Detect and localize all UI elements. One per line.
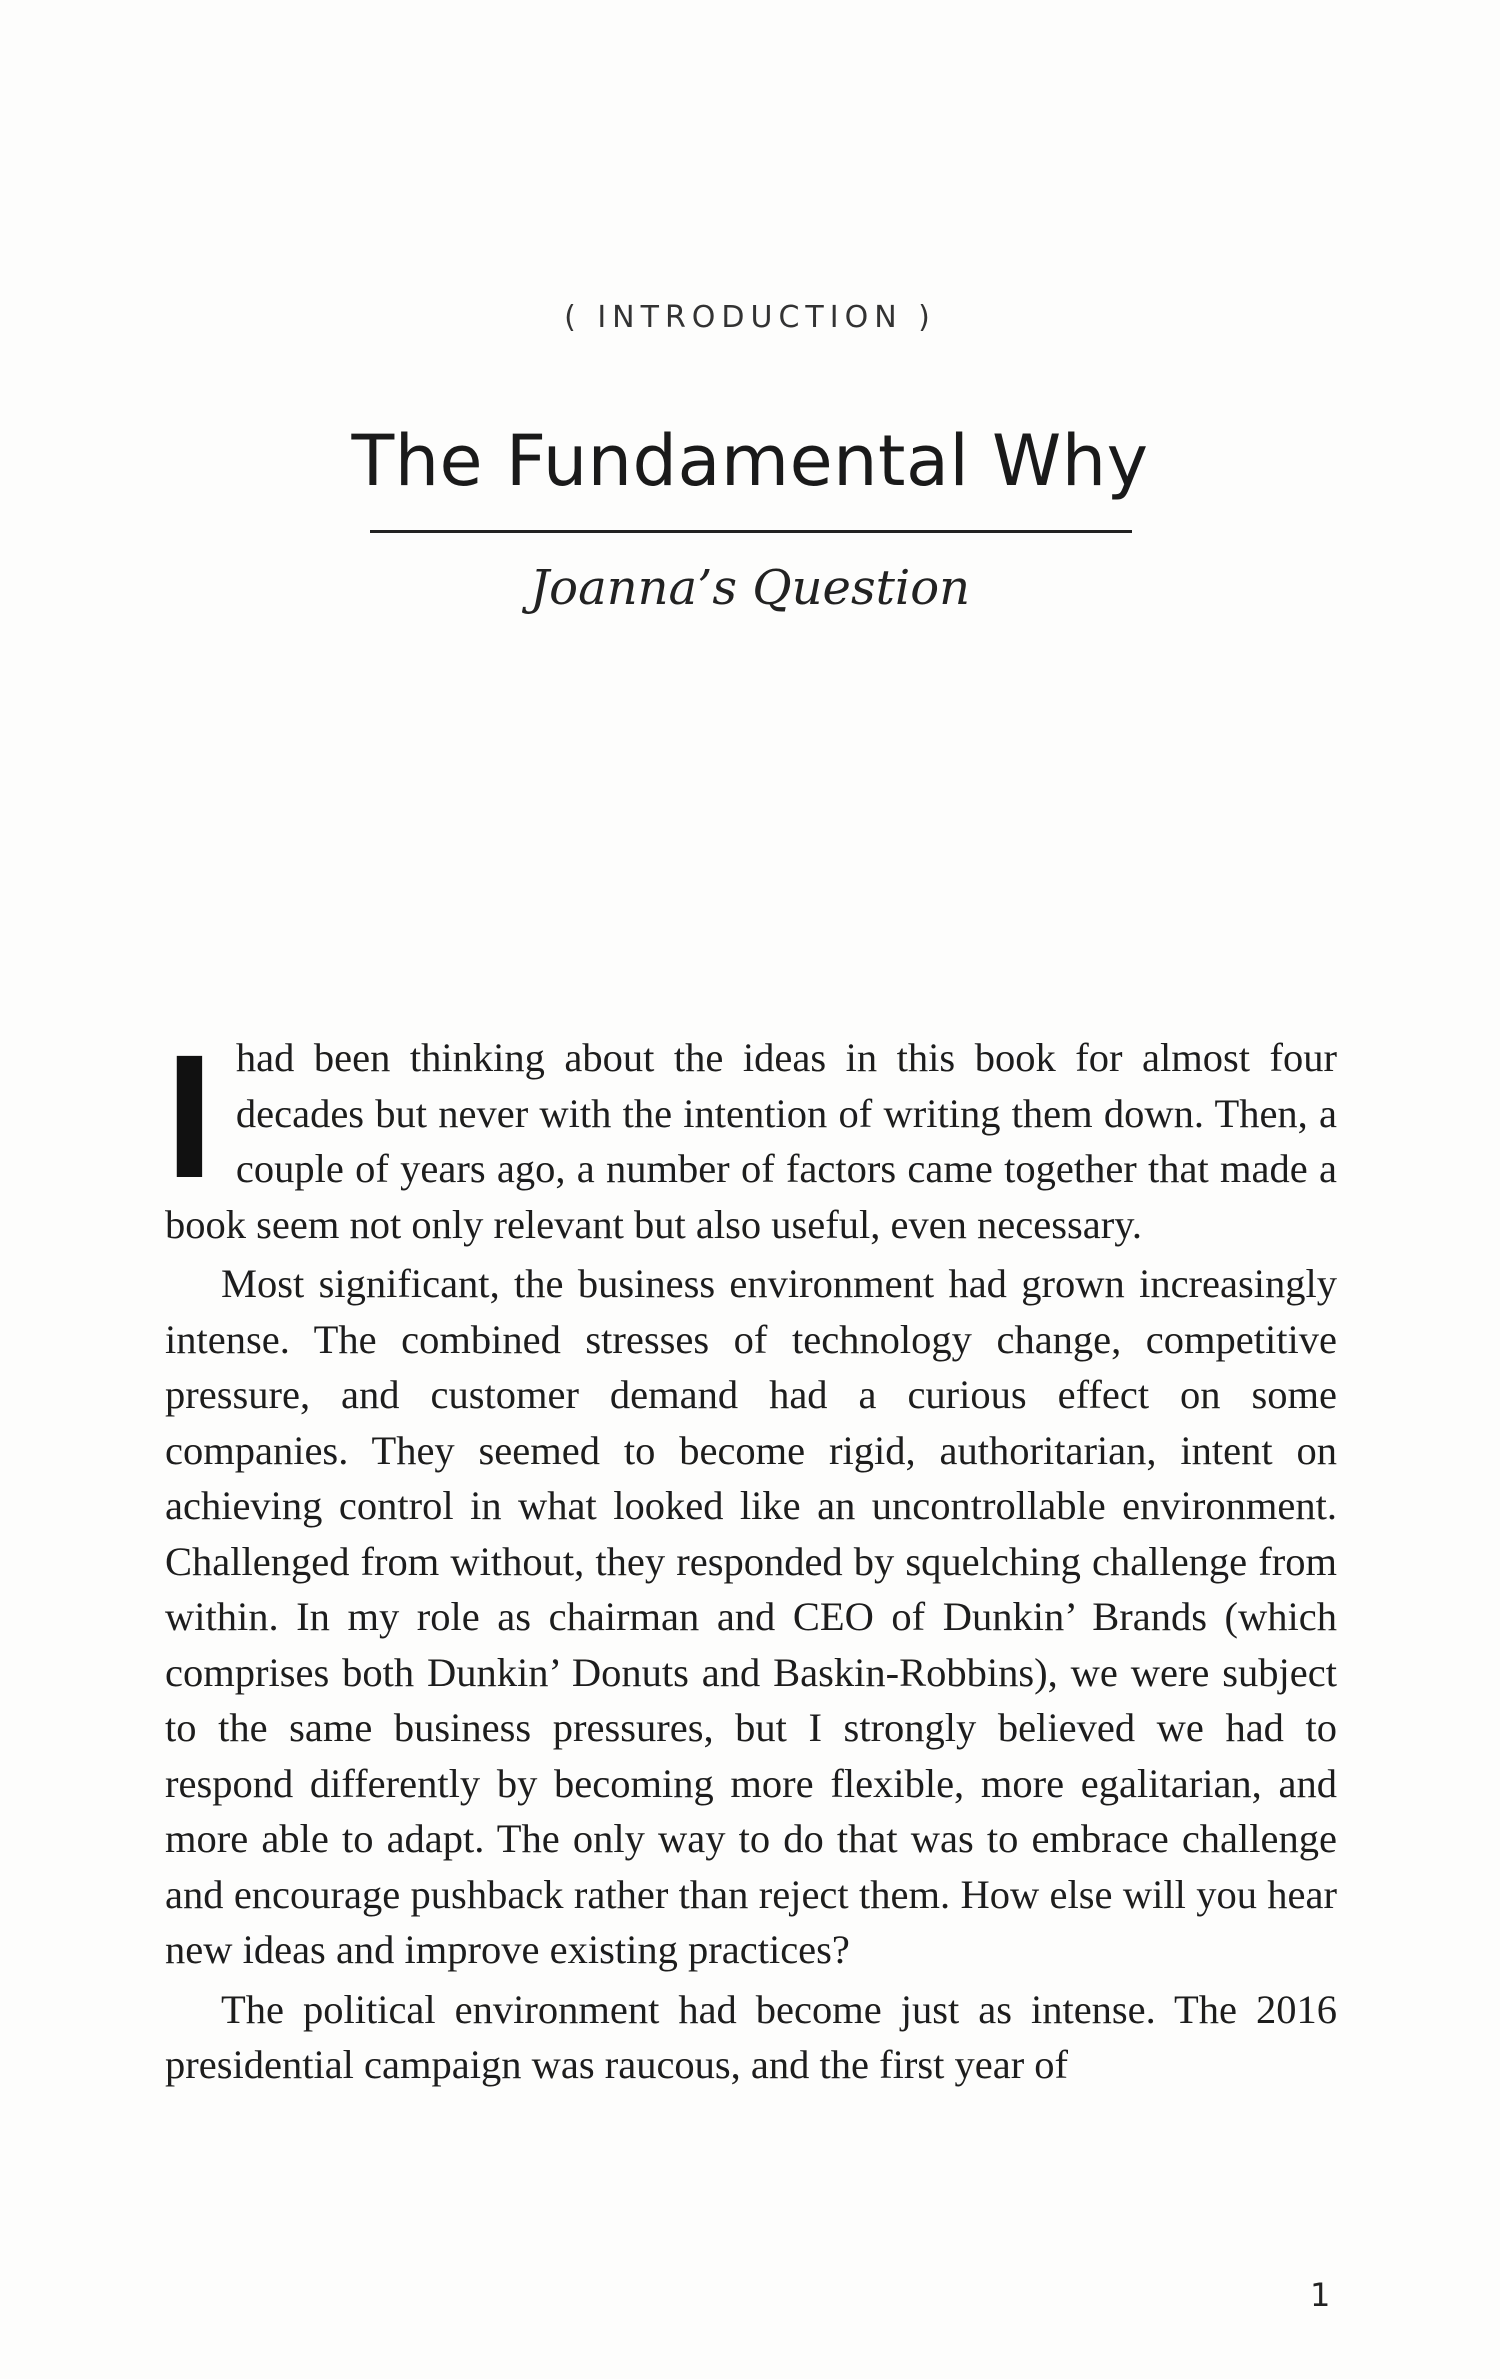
page-number: 1 (1310, 2276, 1331, 2314)
title-rule (370, 530, 1132, 533)
body-text (165, 1019, 1337, 2093)
paragraph-2: Most significant, the business environment had grown increasingly intense. The combined stresses of technology change, competitive pressure, and customer demand had a curious effect on some companies. They seemed to become rigid, authoritarian, intent on achieving control in what looked like an uncontrollable environment. Challenged from without, they responded by squelching challenge from within. In my role as chairman and CEO of Dunkin’ Brands (which comprises both Dunkin’ Donuts and Baskin-Robbins), we were subject to the same business pressures, but I strongly believed we had to respond differently by becoming more flexible, more egalitarian, and more able to adapt. The only way to do that was to embrace challenge and encourage pushback rather than reject them. How else will you hear new ideas and improve existing practices? (165, 1261, 1337, 1972)
chapter-title: The Fundamental Why (351, 420, 1149, 502)
paragraph-1 (165, 1019, 1337, 1252)
chapter-kicker: ( INTRODUCTION ) (564, 300, 936, 335)
paragraph-1-text: had been thinking about the ideas in this book for almost four decades but never with the intention of writing them down. Then, a couple of years ago, a number of factors came together that made a book seem not only relevant but also useful, even necessary. (165, 1035, 1337, 1247)
drop-cap: I (165, 1019, 214, 1215)
chapter-subtitle: Joanna’s Question (529, 560, 971, 616)
paragraph-3: The political environment had become just as intense. The 2016 presidential campaign was raucous, and the first year of (165, 1986, 1337, 2087)
